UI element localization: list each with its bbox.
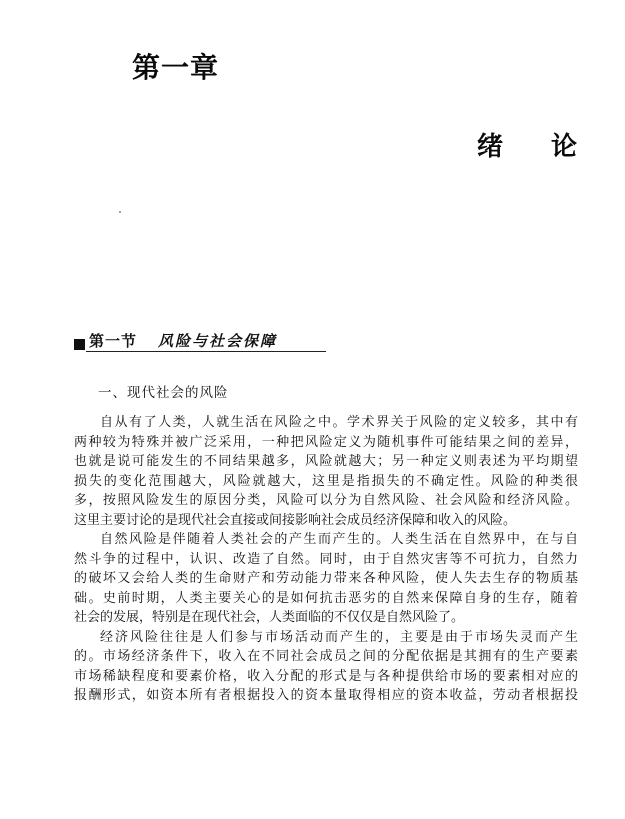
section-number: 第一节 — [89, 332, 138, 350]
section-underline — [86, 351, 326, 352]
paragraph-2 — [74, 530, 578, 628]
text-line: 社会的发展，特别是在现代社会，人类面临的不仅仅是自然风险了。 — [74, 610, 465, 625]
text-line: 报酬形式，如资本所有者根据投入的资本量取得相应的资本收益，劳动者根据投 — [74, 688, 578, 703]
text-line: 损失的变化范围越大，风险就越大，这里是指损失的不确定性。风险的种类很 — [74, 473, 578, 489]
text-line: 的。市场经济条件下，收入在不同社会成员之间的分配依据是其拥有的生产要素 — [74, 649, 578, 664]
subsection-heading: 一、现代社会的风险 — [98, 385, 229, 401]
text-line: 这里主要讨论的是现代社会直接或间接影响社会成员经济保障和收入的风险。 — [74, 512, 517, 528]
text-line: 的破坏又会给人类的生命财产和劳动能力带来各种风险，使人失去生存的物质基 — [74, 571, 578, 586]
body-text — [74, 413, 578, 706]
section-header — [74, 330, 326, 354]
text-line: 自从有了人类，人就生活在风险之中。学术界关于风险的定义较多，其中有 — [100, 415, 578, 430]
text-line: 经济风险往往是人们参与市场活动而产生的，主要是由于市场失灵而产生 — [100, 629, 578, 645]
text-line: 多，按照风险发生的原因分类，风险可以分为自然风险、社会风险和经济风险。 — [74, 493, 578, 508]
text-line: 两种较为特殊并被广泛采用，一种把风险定义为随机事件可能结果之间的差异， — [74, 434, 578, 450]
chapter-heading: 第一章 — [132, 51, 220, 84]
intro-title-char-2: 论 — [550, 132, 577, 162]
intro-title-char-1: 绪 — [476, 132, 503, 162]
intro-title — [477, 126, 577, 163]
text-line: 市场稀缺程度和要素价格，收入分配的形式是与各种提供给市场的要素相对应的 — [74, 668, 578, 684]
text-line: 自然风险是伴随着人类社会的产生而产生的。人类生活在自然界中，在与自 — [100, 532, 578, 547]
paragraph-3 — [74, 628, 578, 706]
text-line: 础。史前时期，人类主要关心的是如何抗击恶劣的自然来保障自身的生存，随着 — [74, 590, 578, 606]
section-marker-icon — [74, 339, 85, 350]
paragraph-1 — [74, 413, 578, 530]
text-line: 然斗争的过程中，认识、改造了自然。同时，由于自然灾害等不可抗力，自然力 — [74, 551, 578, 567]
text-line: 也就是说可能发生的不同结果越多，风险就越大；另一种定义则表述为平均期望 — [74, 454, 578, 469]
section-title: 风险与社会保障 — [158, 332, 278, 350]
